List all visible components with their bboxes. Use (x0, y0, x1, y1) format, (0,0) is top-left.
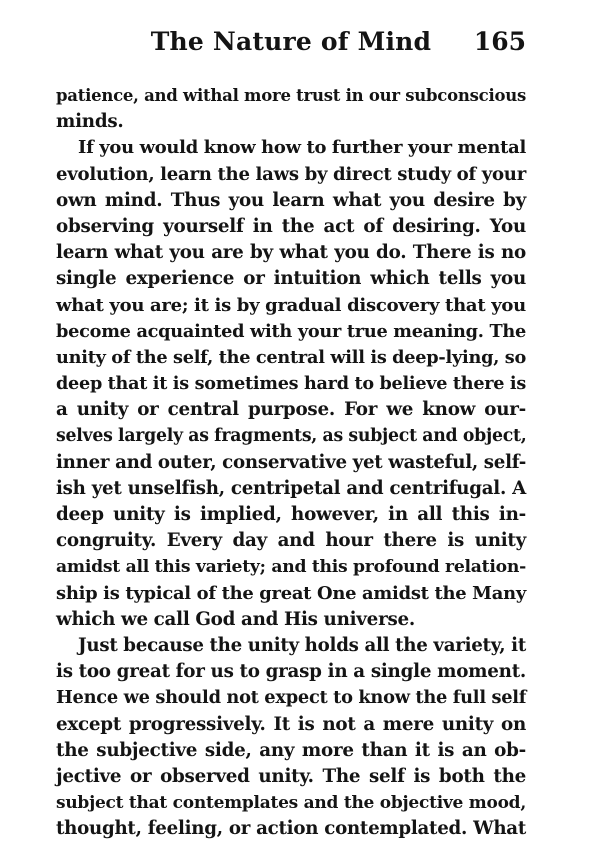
text-line: become acquainted with your true meaning. The (56, 320, 526, 342)
text-line: learn what you are by what you do. There is no (56, 242, 526, 264)
text-line: Hence we should not expect to know the full self (56, 687, 527, 709)
text-line: evolution, learn the laws by direct study of your (56, 163, 526, 185)
text-line: ship is typical of the great One amidst the Many (56, 582, 526, 604)
text-line: single experience or intuition which tells you (56, 268, 526, 290)
text-line: except progressively. It is not a mere unity on (56, 713, 526, 735)
text-line: is too great for us to grasp in a single moment. (56, 661, 526, 683)
running-header (56, 24, 526, 60)
text-line: minds. (56, 111, 124, 133)
text-line: jective or observed unity. The self is both the (56, 765, 526, 787)
text-line: selves largely as fragments, as subject and object, (56, 426, 527, 447)
text-line: patience, and withal more trust in our subconscious (56, 86, 526, 105)
text-line: deep unity is implied, however, in all this in- (56, 504, 526, 525)
text-line: which we call God and His universe. (56, 608, 415, 630)
page-number: 165 (473, 27, 526, 56)
text-line: If you would know how to further your mental (78, 137, 526, 159)
text-line: the subjective side, any more than it is an ob- (56, 739, 526, 761)
page-title: The Nature of Mind (150, 27, 432, 56)
text-line: inner and outer, conservative yet wasteful, self- (56, 451, 526, 473)
text-line: what you are; it is by gradual discovery that you (56, 294, 526, 316)
text-line: ish yet unselfish, centripetal and centrifugal. A (56, 477, 526, 499)
text-line: congruity. Every day and hour there is unity (56, 530, 526, 552)
text-line: observing yourself in the act of desiring. You (56, 215, 526, 237)
text-line: subject that contemplates and the objective mood, (56, 793, 526, 814)
text-line: deep that it is sometimes hard to believe there is (56, 373, 526, 395)
text-line: own mind. Thus you learn what you desire by (56, 189, 526, 211)
text-line: amidst all this variety; and this profound relation- (56, 557, 526, 578)
text-line: thought, feeling, or action contemplated. What (56, 818, 526, 840)
text-line: a unity or central purpose. For we know our- (56, 399, 526, 421)
text-line: Just because the unity holds all the variety, it (78, 634, 526, 656)
body-text (56, 83, 526, 842)
text-line: unity of the self, the central will is deep-lying, so (56, 346, 526, 368)
